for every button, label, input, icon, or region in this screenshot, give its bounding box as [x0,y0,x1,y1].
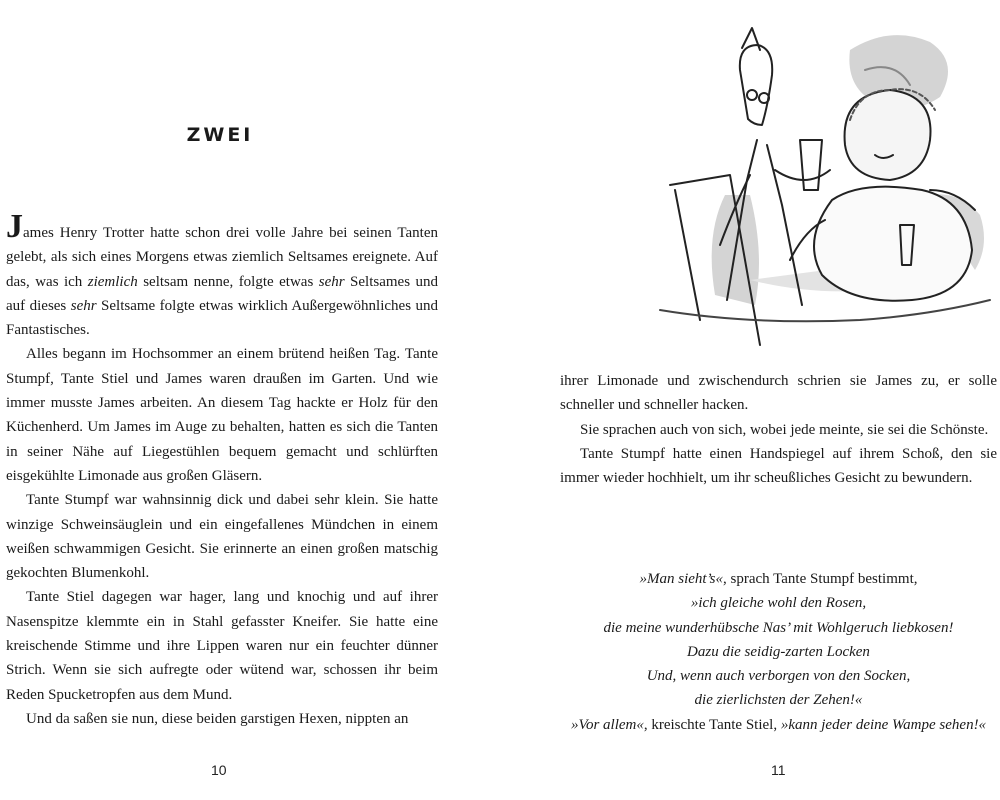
paragraph: ihrer Limonade und zwischendurch schrien sie James zu, er solle schneller und schneller hacken. [560,373,997,414]
poem-line: »Vor allem«, kreischte Tante Stiel, »kann jeder deine Wampe sehen!« [570,716,987,733]
page-number-left: 10 [211,762,227,778]
first-paragraph: James Henry Trotter hatte schon drei volle Jahre bei seinen Tanten gelebt, als sich eines Morgens etwas ziemlich Seltsames ereignete. Auf das, was ich ziemlich seltsam nenne, folgte etwas sehr Seltsames und auf dieses sehr Seltsame folgte etwas wirklich Außergewöhnliches und Fantastisches. [6,208,438,339]
poem [560,567,997,737]
poem-line: Dazu die seidig-zarten Locken [687,643,870,660]
poem-line: die meine wunderhübsche Nas’ mit Wohlgeruch liebkosen! [603,619,954,636]
right-page-text [560,369,997,490]
poem-line: »Man sieht’s«, sprach Tante Stumpf bestimmt, [639,571,918,587]
poem-line: »ich gleiche wohl den Rosen, [690,595,867,612]
left-page-text [6,208,438,731]
paragraph: Tante Stumpf hatte einen Handspiegel auf ihrem Schoß, den sie immer wieder hochhielt, um ihr scheußliches Gesicht zu bewundern. [560,445,997,487]
paragraph: Sie sprachen auch von sich, wobei jede meinte, sie sei die Schönste. [580,421,989,438]
paragraph: Tante Stiel dagegen war hager, lang und knochig und auf ihrer Nasenspitze klemmte ein in Stahl gefasster Kneifer. Sie hatte eine kreischende Stimme und ihre Lippen waren nur ein feuchter dünner Strich. Wenn sie sich aufregte oder wütend war, schossen ihr beim Reden Spucketropfen aus dem Mund. [6,589,438,703]
paragraph: Und da saßen sie nun, diese beiden garstigen Hexen, nippten an [26,710,409,727]
aunts-illustration [600,10,1000,355]
right-page [500,0,1000,800]
poem-line: Und, wenn auch verborgen von den Socken, [646,668,911,685]
page-number-right: 11 [771,762,786,778]
paragraph: Tante Stumpf war wahnsinnig dick und dabei sehr klein. Sie hatte winzige Schweinsäuglein und ein eingefallenes Mündchen in einem weißen schwammigen Gesicht. Sie erinnerte an einen großen matschig gekochten Blumenkohl. [6,492,438,582]
chapter-title: ZWEI [186,124,254,146]
paragraph: Alles begann im Hochsommer an einem brütend heißen Tag. Tante Stumpf, Tante Stiel und James waren draußen im Garten. Und wie immer musste James arbeiten. An diesem Tag hackte er Holz für den Küchenherd. Um James im Auge zu behalten, hatten es sich die Tanten in seiner Nähe auf Liegestühlen bequem gemacht und schlürften eisgekühlte Limonade aus großen Gläsern. [6,346,438,484]
drop-cap: J [6,208,23,245]
poem-line: die zierlichsten der Zehen!« [694,692,863,709]
